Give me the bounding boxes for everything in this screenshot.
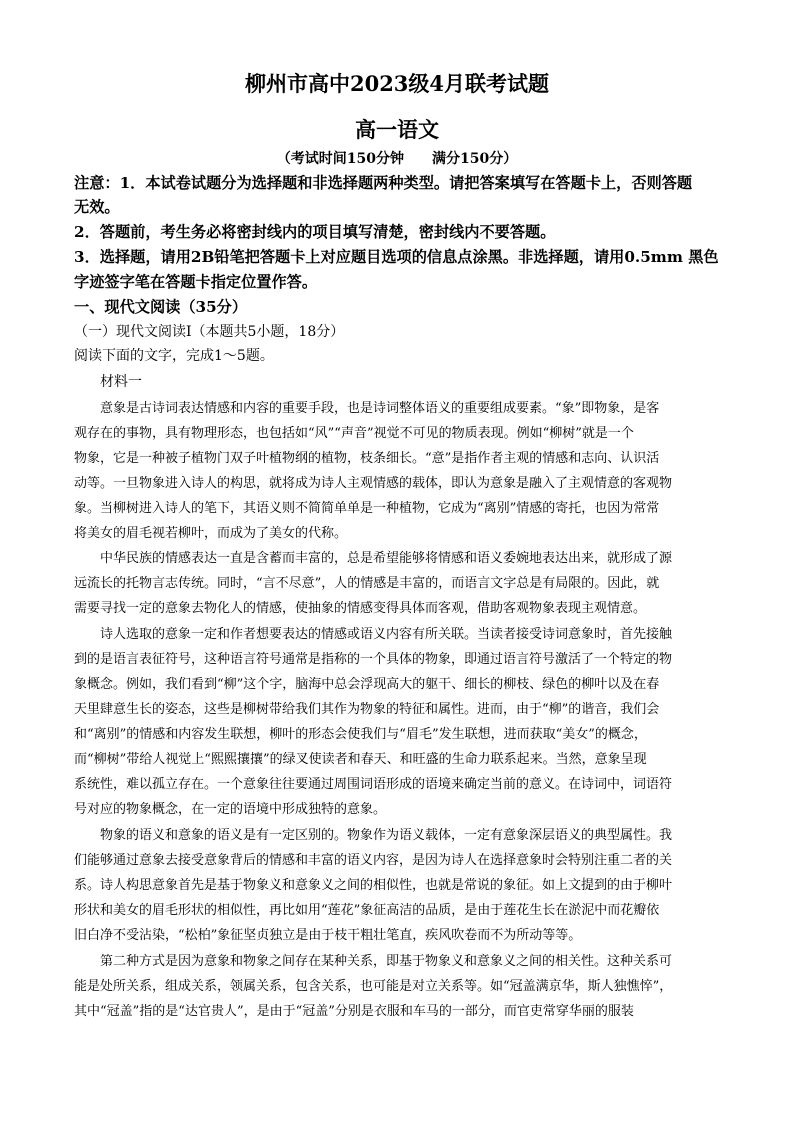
passage-line: 形状和美女的眉毛形状的相似性，再比如用“莲花”象征高洁的品质，是由于莲花生长在淤泥中而花瓣依 — [74, 903, 660, 918]
notice-line-2: 无效。 — [74, 198, 120, 216]
passage-line: 第二种方式是因为意象和物象之间存在某种关系，即基于物象义和意象义之间的相关性。这种关系可 — [74, 954, 673, 969]
passage-line: 象概念。例如，我们看到“柳”这个字，脑海中总会浮现高大的躯干、细长的柳枝、绿色的柳叶以及在春 — [74, 677, 660, 692]
passage-line: 将美女的眉毛视若柳叶，而成为了美女的代称。 — [74, 526, 348, 541]
notice-line-3: 2．答题前，考生务必将密封线内的项目填写清楚，密封线内不要答题。 — [74, 223, 556, 241]
passage-line: 需要寻找一定的意象去物化人的情感，使抽象的情感变得具体而客观，借助客观物象表现主观情意。 — [74, 601, 647, 616]
passage-line: 到的是语言表征符号，这种语言符号通常是指称的一个具体的物象，即通过语言符号激活了一个特定的物 — [74, 652, 673, 667]
passage-line: 诗人选取的意象一定和作者想要表达的情感或语义内容有所关联。当读者接受诗词意象时，首先接触 — [74, 627, 673, 642]
passage-line: 中华民族的情感表达一直是含蓄而丰富的，总是希望能够将情感和语义委婉地表达出来，就形成了源 — [74, 551, 673, 566]
passage-line: 号对应的物象概念，在一定的语境中形成独特的意象。 — [74, 802, 387, 817]
passage-line: 系统性，难以孤立存在。一个意象往往要通过周围词语形成的语境来确定当前的意义。在诗词中，词语符 — [74, 777, 673, 792]
exam-info — [0, 148, 794, 168]
passage-line: 和“离别”的情感和内容发生联想，柳叶的形态会使我们与“眉毛”发生联想，进而获取“美女”的概念， — [74, 727, 647, 742]
passage-line: 远流长的托物言志传统。同时，“言不尽意”，人的情感是丰富的，而语言文字总是有局限的。因此，就 — [74, 576, 660, 591]
passage-line: 天里肆意生长的姿态，这些是柳树带给我们其作为物象的特征和属性。进而，由于“柳”的谐音，我们会 — [74, 702, 660, 717]
passage-line: 们能够通过意象去接受意象背后的情感和丰富的语义内容，是因为诗人在选择意象时会特别注重二者的关 — [74, 853, 673, 868]
passage-line: 旧白净不受沾染，“松柏”象征坚贞独立是由于枝干粗壮笔直，疾风吹卷而不为所动等等。 — [74, 928, 582, 943]
passage-line: 动等。一旦物象进入诗人的构思，就将成为诗人主观情感的载体，即认为意象是融入了主观情意的客观物 — [74, 476, 673, 491]
reading-instruction: 阅读下面的文字，完成1～5题。 — [74, 348, 274, 364]
notice-line-1: 注意：1．本试卷试题分为选择题和非选择题两种类型。请把答案填写在答题卡上，否则答题 — [74, 174, 693, 192]
subject-title: 高一语文 — [355, 117, 439, 142]
passage-line: 物象的语义和意象的语义是有一定区别的。物象作为语义载体，一定有意象深层语义的典型属性。我 — [74, 828, 673, 843]
notice-line-4: 3．选择题，请用2B铅笔把答题卡上对应题目选项的信息点涂黑。非选择题，请用0.5mm 黑色 — [74, 248, 719, 266]
passage-line: 意象是古诗词表达情感和内容的重要手段，也是诗词整体语义的重要组成要素。“象”即物象，是客 — [74, 401, 660, 416]
exam-title: 柳州市高中2023级4月联考试题 — [244, 71, 550, 96]
full-score: 满分150分） — [432, 151, 518, 167]
sub-heading: （一）现代文阅读Ⅰ（本题共5小题，18分） — [74, 324, 345, 340]
exam-time: （考试时间150分钟 — [276, 151, 404, 167]
section-heading: 一、现代文阅读（35分） — [74, 298, 248, 316]
passage-line: 系。诗人构思意象首先是基于物象义和意象义之间的相似性，也就是常说的象征。如上文提到的由于柳叶 — [74, 878, 673, 893]
notice-line-5: 字迹签字笔在答题卡指定位置作答。 — [74, 273, 317, 291]
passage-line: 象。当柳树进入诗人的笔下，其语义则不简简单单是一种植物，它成为“离别”情感的寄托，也因为常常 — [74, 501, 660, 516]
passage-line: 物象，它是一种被子植物门双子叶植物纲的植物，枝条细长。“意”是指作者主观的情感和志向、认识活 — [74, 451, 660, 466]
material-label: 材料一 — [100, 374, 142, 390]
passage-line: 其中“冠盖”指的是“达官贵人”，是由于“冠盖”分别是衣服和车马的一部分，而官吏常穿华丽的服装 — [74, 1004, 634, 1019]
passage-line: 观存在的事物，具有物理形态，也包括如“风”“声音”视觉不可见的物质表现。例如“柳树”就是一个 — [74, 426, 634, 441]
passage-line: 能是处所关系，组成关系，领属关系，包含关系，也可能是对立关系等。如“冠盖满京华，斯人独憔悴”， — [74, 979, 673, 994]
passage-line: 而“柳树”带给人视觉上“熙熙攘攘”的绿叉使读者和春天、和旺盛的生命力联系起来。当然，意象呈现 — [74, 752, 647, 767]
